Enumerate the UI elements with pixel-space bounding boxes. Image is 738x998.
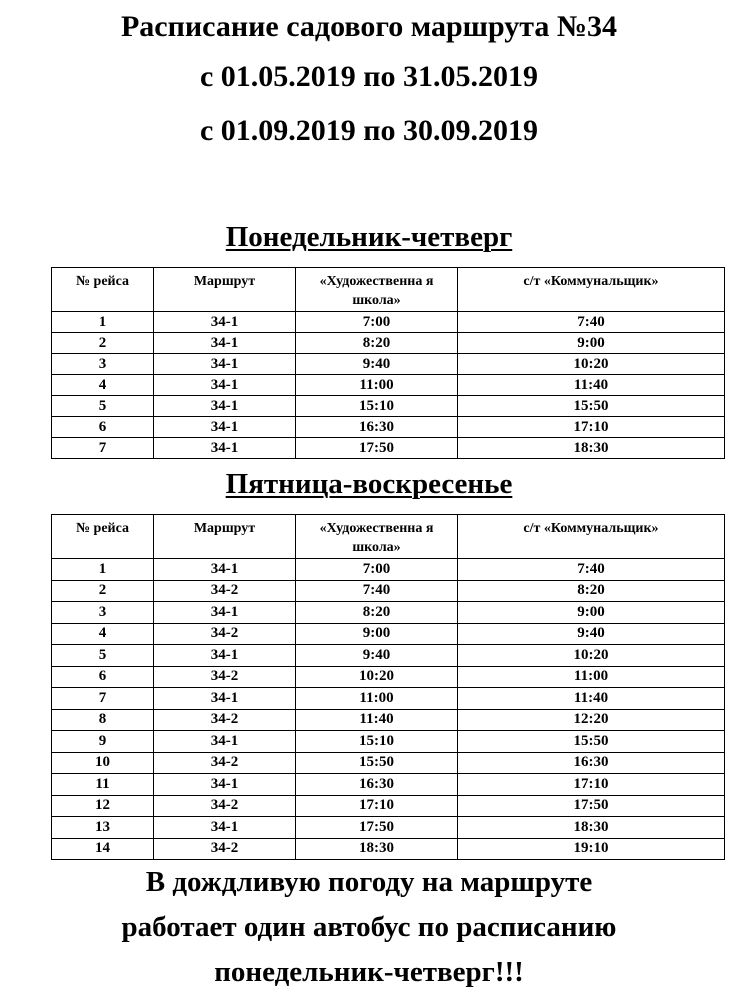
art-school-time-cell: 17:10 xyxy=(296,795,458,817)
table-row xyxy=(52,752,725,774)
kommunalshchik-time-cell: 9:00 xyxy=(458,602,725,624)
kommunalshchik-time-cell: 19:10 xyxy=(458,838,725,860)
trip-number-cell: 8 xyxy=(52,709,154,731)
table-row xyxy=(52,645,725,667)
route-cell: 34-1 xyxy=(154,312,296,333)
period-september: с 01.09.2019 по 30.09.2019 xyxy=(199,114,539,147)
route-cell: 34-2 xyxy=(154,666,296,688)
column-header-route: Маршрут xyxy=(154,515,296,559)
route-cell: 34-1 xyxy=(154,438,296,459)
kommunalshchik-time-cell: 9:40 xyxy=(458,623,725,645)
kommunalshchik-time-cell: 11:00 xyxy=(458,666,725,688)
trip-number-cell: 1 xyxy=(52,312,154,333)
weekday-heading: Понедельник-четверг xyxy=(225,221,513,253)
route-cell: 34-1 xyxy=(154,817,296,839)
art-school-time-cell: 18:30 xyxy=(296,838,458,860)
trip-number-cell: 1 xyxy=(52,559,154,581)
trip-number-cell: 4 xyxy=(52,375,154,396)
art-school-time-cell: 11:00 xyxy=(296,688,458,710)
trip-number-cell: 11 xyxy=(52,774,154,796)
weekday-table-body xyxy=(52,312,725,459)
art-school-time-cell: 15:10 xyxy=(296,731,458,753)
art-school-time-cell: 7:00 xyxy=(296,312,458,333)
route-cell: 34-2 xyxy=(154,795,296,817)
table-row xyxy=(52,731,725,753)
table-row xyxy=(52,438,725,459)
kommunalshchik-time-cell: 15:50 xyxy=(458,396,725,417)
trip-number-cell: 3 xyxy=(52,354,154,375)
route-cell: 34-1 xyxy=(154,731,296,753)
table-row xyxy=(52,817,725,839)
route-cell: 34-2 xyxy=(154,709,296,731)
trip-number-cell: 2 xyxy=(52,580,154,602)
art-school-time-cell: 7:40 xyxy=(296,580,458,602)
column-header-art-school: «Художественна я школа» xyxy=(296,515,458,559)
art-school-time-cell: 10:20 xyxy=(296,666,458,688)
table-row xyxy=(52,312,725,333)
table-row xyxy=(52,396,725,417)
column-header-trip-number: № рейса xyxy=(52,515,154,559)
table-row xyxy=(52,417,725,438)
art-school-time-cell: 15:50 xyxy=(296,752,458,774)
route-cell: 34-1 xyxy=(154,559,296,581)
trip-number-cell: 9 xyxy=(52,731,154,753)
column-header-route: Маршрут xyxy=(154,268,296,312)
trip-number-cell: 5 xyxy=(52,645,154,667)
table-row xyxy=(52,709,725,731)
kommunalshchik-time-cell: 17:10 xyxy=(458,774,725,796)
trip-number-cell: 12 xyxy=(52,795,154,817)
trip-number-cell: 10 xyxy=(52,752,154,774)
table-row xyxy=(52,333,725,354)
art-school-time-cell: 16:30 xyxy=(296,417,458,438)
route-cell: 34-2 xyxy=(154,580,296,602)
table-header-row xyxy=(52,268,725,312)
trip-number-cell: 4 xyxy=(52,623,154,645)
route-cell: 34-2 xyxy=(154,623,296,645)
kommunalshchik-time-cell: 10:20 xyxy=(458,645,725,667)
table-row xyxy=(52,375,725,396)
trip-number-cell: 3 xyxy=(52,602,154,624)
route-cell: 34-2 xyxy=(154,838,296,860)
trip-number-cell: 2 xyxy=(52,333,154,354)
art-school-time-cell: 7:00 xyxy=(296,559,458,581)
trip-number-cell: 5 xyxy=(52,396,154,417)
trip-number-cell: 6 xyxy=(52,666,154,688)
trip-number-cell: 14 xyxy=(52,838,154,860)
route-cell: 34-1 xyxy=(154,774,296,796)
trip-number-cell: 6 xyxy=(52,417,154,438)
weekend-schedule-table xyxy=(51,514,725,860)
art-school-time-cell: 9:00 xyxy=(296,623,458,645)
kommunalshchik-time-cell: 17:10 xyxy=(458,417,725,438)
art-school-time-cell: 17:50 xyxy=(296,817,458,839)
art-school-time-cell: 9:40 xyxy=(296,645,458,667)
kommunalshchik-time-cell: 7:40 xyxy=(458,312,725,333)
kommunalshchik-time-cell: 11:40 xyxy=(458,375,725,396)
table-row xyxy=(52,580,725,602)
page-title: Расписание садового маршрута №34 xyxy=(120,10,618,43)
column-header-kommunalshchik: с/т «Коммунальщик» xyxy=(458,515,725,559)
table-row xyxy=(52,623,725,645)
kommunalshchik-time-cell: 8:20 xyxy=(458,580,725,602)
period-may: с 01.05.2019 по 31.05.2019 xyxy=(199,60,539,93)
table-row xyxy=(52,602,725,624)
art-school-time-cell: 11:00 xyxy=(296,375,458,396)
trip-number-cell: 13 xyxy=(52,817,154,839)
rain-notice-line-2: работает один автобус по расписанию xyxy=(121,911,617,943)
route-cell: 34-1 xyxy=(154,417,296,438)
route-cell: 34-1 xyxy=(154,602,296,624)
table-row xyxy=(52,795,725,817)
art-school-time-cell: 16:30 xyxy=(296,774,458,796)
table-row xyxy=(52,838,725,860)
trip-number-cell: 7 xyxy=(52,688,154,710)
table-row xyxy=(52,666,725,688)
art-school-time-cell: 15:10 xyxy=(296,396,458,417)
column-header-art-school: «Художественна я школа» xyxy=(296,268,458,312)
art-school-time-cell: 11:40 xyxy=(296,709,458,731)
kommunalshchik-time-cell: 15:50 xyxy=(458,731,725,753)
kommunalshchik-time-cell: 12:20 xyxy=(458,709,725,731)
column-header-trip-number: № рейса xyxy=(52,268,154,312)
route-cell: 34-1 xyxy=(154,375,296,396)
trip-number-cell: 7 xyxy=(52,438,154,459)
art-school-time-cell: 8:20 xyxy=(296,333,458,354)
route-cell: 34-1 xyxy=(154,354,296,375)
rain-notice-line-3: понедельник-четверг!!! xyxy=(214,956,524,988)
route-cell: 34-2 xyxy=(154,752,296,774)
table-row xyxy=(52,559,725,581)
art-school-time-cell: 8:20 xyxy=(296,602,458,624)
kommunalshchik-time-cell: 7:40 xyxy=(458,559,725,581)
table-row xyxy=(52,774,725,796)
art-school-time-cell: 9:40 xyxy=(296,354,458,375)
route-cell: 34-1 xyxy=(154,645,296,667)
art-school-time-cell: 17:50 xyxy=(296,438,458,459)
kommunalshchik-time-cell: 10:20 xyxy=(458,354,725,375)
table-header-row xyxy=(52,515,725,559)
route-cell: 34-1 xyxy=(154,688,296,710)
table-row xyxy=(52,688,725,710)
route-cell: 34-1 xyxy=(154,396,296,417)
kommunalshchik-time-cell: 18:30 xyxy=(458,438,725,459)
rain-notice-line-1: В дождливую погоду на маршруте xyxy=(145,866,593,898)
weekday-schedule-table xyxy=(51,267,725,459)
weekend-table-body xyxy=(52,559,725,860)
kommunalshchik-time-cell: 18:30 xyxy=(458,817,725,839)
weekend-heading: Пятница-воскресенье xyxy=(225,468,513,500)
kommunalshchik-time-cell: 9:00 xyxy=(458,333,725,354)
route-cell: 34-1 xyxy=(154,333,296,354)
table-row xyxy=(52,354,725,375)
kommunalshchik-time-cell: 17:50 xyxy=(458,795,725,817)
kommunalshchik-time-cell: 11:40 xyxy=(458,688,725,710)
column-header-kommunalshchik: с/т «Коммунальщик» xyxy=(458,268,725,312)
kommunalshchik-time-cell: 16:30 xyxy=(458,752,725,774)
